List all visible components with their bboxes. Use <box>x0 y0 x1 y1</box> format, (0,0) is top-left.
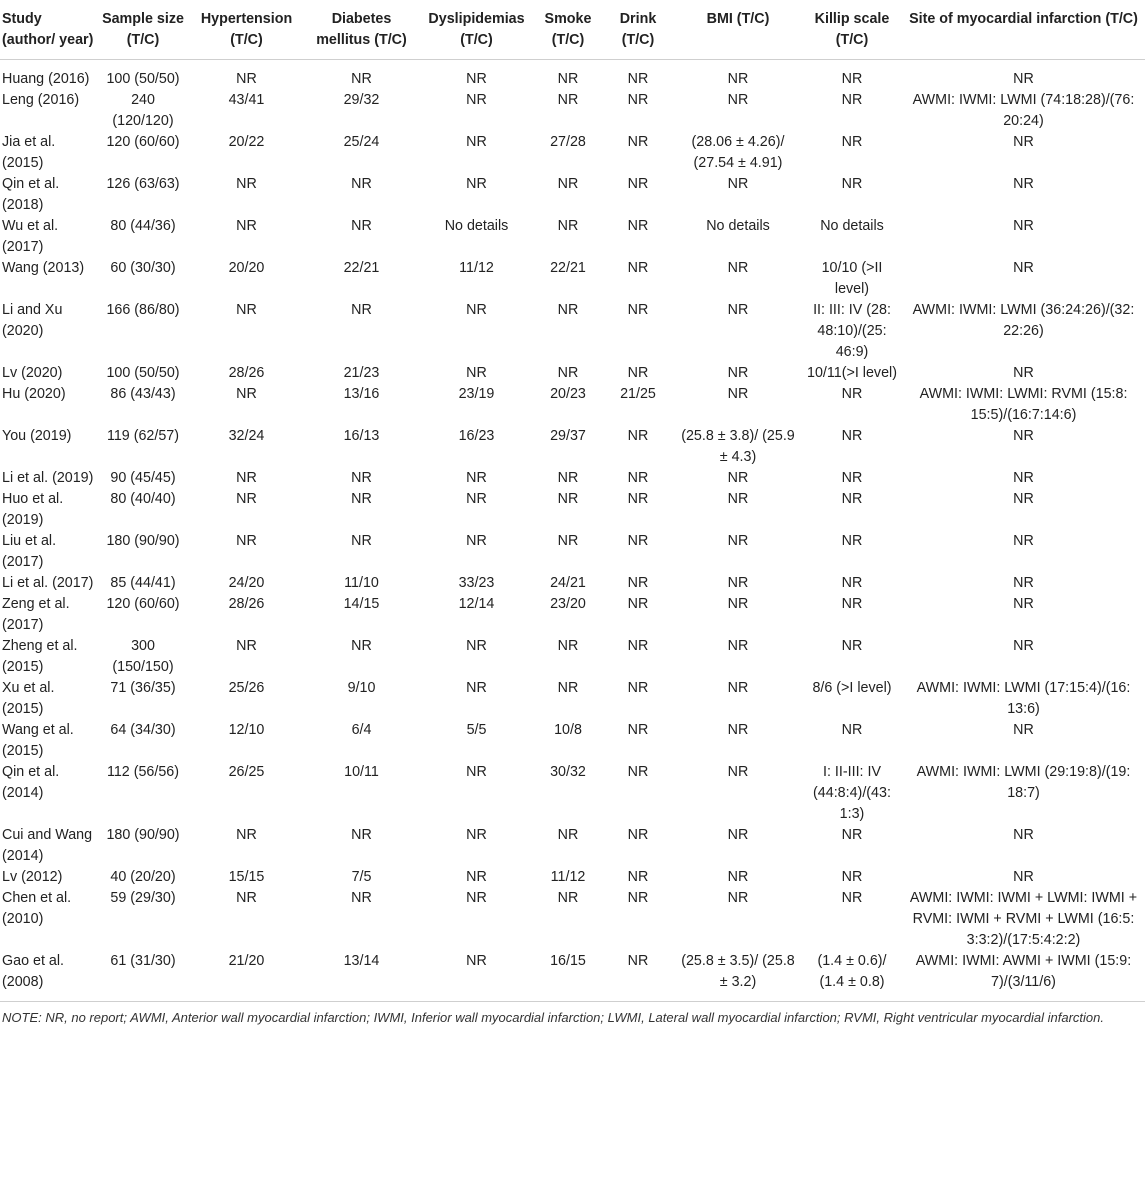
cell-study: Jia et al. (2015) <box>2 134 56 171</box>
cell-smoke: NR <box>557 638 579 654</box>
column-header-bmi: BMI (T/C) <box>674 0 802 60</box>
cell-bmi: (25.8 ± 3.5)/ (25.8 ± 3.2) <box>681 953 795 990</box>
cell-drink: NR <box>627 470 649 486</box>
cell-sample-size: 85 (44/41) <box>110 575 176 591</box>
cell-hypertension: 28/26 <box>228 365 265 381</box>
cell-dyslipidemias: NR <box>466 638 487 654</box>
cell-diabetes: NR <box>351 176 372 192</box>
cell-infarction-site: AWMI: IWMI: LWMI (17:15:4)/(16: 13:6) <box>916 680 1131 717</box>
cell-study: Xu et al. (2015) <box>2 680 55 717</box>
table-body <box>0 60 1145 1002</box>
cell-smoke: NR <box>557 92 579 108</box>
cell-killip: NR <box>841 386 863 402</box>
cell-infarction-site: NR <box>1013 134 1034 150</box>
cell-sample-size: 240 (120/120) <box>112 92 174 129</box>
cell-drink: NR <box>627 365 649 381</box>
cell-drink: NR <box>627 491 649 507</box>
cell-sample-size: 59 (29/30) <box>110 890 176 906</box>
table-row <box>0 426 1145 468</box>
cell-study: Li et al. (2019) <box>2 470 94 486</box>
cell-drink: NR <box>627 680 649 696</box>
cell-drink: 21/25 <box>620 386 656 402</box>
cell-killip: NR <box>841 869 863 885</box>
cell-study: Zeng et al. (2017) <box>2 596 70 633</box>
cell-bmi: NR <box>727 764 749 780</box>
cell-smoke: NR <box>557 302 579 318</box>
cell-killip: NR <box>841 890 863 906</box>
cell-dyslipidemias: NR <box>466 176 487 192</box>
cell-hypertension: 28/26 <box>228 596 265 612</box>
cell-sample-size: 80 (40/40) <box>110 491 176 507</box>
cell-bmi: NR <box>727 596 749 612</box>
cell-study: Li et al. (2017) <box>2 575 94 591</box>
cell-bmi: NR <box>727 575 749 591</box>
cell-infarction-site: NR <box>1013 869 1034 885</box>
cell-bmi: NR <box>727 533 749 549</box>
cell-killip: (1.4 ± 0.6)/ (1.4 ± 0.8) <box>817 953 887 990</box>
header-row <box>0 0 1145 60</box>
cell-smoke: NR <box>557 218 579 234</box>
cell-sample-size: 60 (30/30) <box>110 260 176 276</box>
cell-sample-size: 86 (43/43) <box>110 386 176 402</box>
cell-diabetes: 13/14 <box>343 953 380 969</box>
cell-killip: NR <box>841 596 863 612</box>
cell-bmi: NR <box>727 491 749 507</box>
table-row <box>0 951 1145 1001</box>
cell-sample-size: 120 (60/60) <box>106 134 180 150</box>
cell-study: Chen et al. (2010) <box>2 890 72 927</box>
column-header-sample-size: Sample size (T/C) <box>97 0 189 60</box>
cell-sample-size: 126 (63/63) <box>106 176 180 192</box>
cell-diabetes: 14/15 <box>343 596 380 612</box>
cell-sample-size: 166 (86/80) <box>106 302 180 318</box>
cell-drink: NR <box>627 71 649 87</box>
cell-drink: NR <box>627 953 649 969</box>
cell-bmi: NR <box>727 92 749 108</box>
cell-bmi: NR <box>727 722 749 738</box>
cell-drink: NR <box>627 533 649 549</box>
cell-dyslipidemias: 33/23 <box>458 575 495 591</box>
cell-diabetes: NR <box>351 890 372 906</box>
cell-hypertension: 43/41 <box>228 92 265 108</box>
cell-bmi: NR <box>727 890 749 906</box>
cell-smoke: 20/23 <box>550 386 586 402</box>
table-row <box>0 762 1145 825</box>
cell-killip: NR <box>841 533 863 549</box>
cell-hypertension: NR <box>236 491 257 507</box>
cell-sample-size: 120 (60/60) <box>106 596 180 612</box>
cell-dyslipidemias: NR <box>466 827 487 843</box>
cell-smoke: 22/21 <box>550 260 586 276</box>
table-row <box>0 132 1145 174</box>
cell-bmi: NR <box>727 386 749 402</box>
cell-bmi: NR <box>727 71 749 87</box>
cell-diabetes: 29/32 <box>343 92 380 108</box>
cell-hypertension: NR <box>236 890 257 906</box>
cell-study: Liu et al. (2017) <box>2 533 57 570</box>
cell-hypertension: NR <box>236 638 257 654</box>
cell-hypertension: 15/15 <box>228 869 265 885</box>
cell-bmi: No details <box>706 218 770 234</box>
cell-infarction-site: NR <box>1013 71 1034 87</box>
cell-killip: NR <box>841 491 863 507</box>
cell-killip: NR <box>841 134 863 150</box>
cell-killip: NR <box>841 92 863 108</box>
table-row <box>0 888 1145 951</box>
cell-killip: NR <box>841 827 863 843</box>
cell-sample-size: 119 (62/57) <box>106 428 180 444</box>
cell-dyslipidemias: 16/23 <box>458 428 495 444</box>
cell-sample-size: 40 (20/20) <box>110 869 176 885</box>
cell-diabetes: 11/10 <box>344 575 379 591</box>
cell-bmi: NR <box>727 365 749 381</box>
cell-dyslipidemias: NR <box>466 869 487 885</box>
cell-bmi: NR <box>727 260 749 276</box>
cell-smoke: NR <box>557 680 579 696</box>
cell-dyslipidemias: 12/14 <box>458 596 495 612</box>
cell-drink: NR <box>627 575 649 591</box>
cell-smoke: 11/12 <box>550 869 586 885</box>
cell-bmi: NR <box>727 302 749 318</box>
cell-sample-size: 300 (150/150) <box>112 638 174 675</box>
cell-drink: NR <box>627 176 649 192</box>
cell-infarction-site: NR <box>1013 365 1034 381</box>
cell-drink: NR <box>627 827 649 843</box>
cell-drink: NR <box>627 869 649 885</box>
cell-drink: NR <box>627 638 649 654</box>
cell-infarction-site: AWMI: IWMI: IWMI + LWMI: IWMI + RVMI: IWMI + RVMI + LWMI (16:5: 3:3:2)/(17:5:4:2:2) <box>909 890 1138 948</box>
column-header-diabetes: Diabetes mellitus (T/C) <box>304 0 419 60</box>
cell-infarction-site: NR <box>1013 596 1034 612</box>
cell-study: Gao et al. (2008) <box>2 953 64 990</box>
cell-infarction-site: AWMI: IWMI: LWMI (74:18:28)/(76: 20:24) <box>912 92 1135 129</box>
cell-dyslipidemias: NR <box>466 134 487 150</box>
cell-bmi: NR <box>727 827 749 843</box>
column-header-dyslipidemias: Dyslipidemias (T/C) <box>419 0 534 60</box>
cell-hypertension: NR <box>236 533 257 549</box>
cell-smoke: NR <box>557 533 579 549</box>
cell-smoke: 16/15 <box>550 953 586 969</box>
cell-infarction-site: NR <box>1013 533 1034 549</box>
cell-infarction-site: AWMI: IWMI: LWMI (36:24:26)/(32: 22:26) <box>912 302 1135 339</box>
cell-dyslipidemias: 5/5 <box>466 722 487 738</box>
cell-hypertension: NR <box>236 176 257 192</box>
cell-diabetes: NR <box>351 470 372 486</box>
cell-diabetes: 9/10 <box>347 680 376 696</box>
cell-killip: 10/11(>I level) <box>807 365 897 381</box>
cell-diabetes: NR <box>351 533 372 549</box>
cell-drink: NR <box>627 890 649 906</box>
column-header-infarction-site: Site of myocardial infarction (T/C) <box>902 0 1145 60</box>
column-header-hypertension: Hypertension (T/C) <box>189 0 304 60</box>
cell-killip: NR <box>841 71 863 87</box>
cell-diabetes: 7/5 <box>351 869 372 885</box>
cell-sample-size: 100 (50/50) <box>106 365 180 381</box>
cell-bmi: NR <box>727 869 749 885</box>
cell-study: Cui and Wang (2014) <box>2 827 93 864</box>
cell-dyslipidemias: NR <box>466 533 487 549</box>
cell-diabetes: NR <box>351 827 372 843</box>
table-row <box>0 60 1145 91</box>
cell-drink: NR <box>627 596 649 612</box>
cell-dyslipidemias: NR <box>466 470 487 486</box>
cell-killip: I: II-III: IV (44:8:4)/(43: 1:3) <box>813 764 891 822</box>
cell-smoke: NR <box>557 827 579 843</box>
cell-dyslipidemias: NR <box>466 365 487 381</box>
table-row <box>0 174 1145 216</box>
table-row <box>0 636 1145 678</box>
cell-diabetes: 22/21 <box>343 260 380 276</box>
cell-smoke: 24/21 <box>550 575 586 591</box>
cell-killip: NR <box>841 638 863 654</box>
cell-drink: NR <box>627 428 649 444</box>
table-row <box>0 573 1145 594</box>
column-header-study: Study (author/ year) <box>0 0 97 60</box>
cell-diabetes: 6/4 <box>351 722 372 738</box>
cell-drink: NR <box>627 764 649 780</box>
cell-infarction-site: NR <box>1013 722 1034 738</box>
cell-smoke: 10/8 <box>554 722 582 738</box>
table-header <box>0 0 1145 60</box>
cell-killip: 8/6 (>I level) <box>812 680 892 696</box>
cell-drink: NR <box>627 134 649 150</box>
cell-killip: NR <box>841 575 863 591</box>
cell-bmi: NR <box>727 470 749 486</box>
cell-study: Hu (2020) <box>2 386 66 402</box>
cell-killip: II: III: IV (28: 48:10)/(25: 46:9) <box>813 302 891 360</box>
cell-smoke: 29/37 <box>550 428 586 444</box>
cell-sample-size: 180 (90/90) <box>106 827 180 843</box>
cell-study: Li and Xu (2020) <box>2 302 63 339</box>
cell-bmi: (25.8 ± 3.8)/ (25.9 ± 4.3) <box>681 428 795 465</box>
cell-infarction-site: AWMI: IWMI: LWMI: RVMI (15:8: 15:5)/(16:7:14:6) <box>919 386 1128 423</box>
cell-infarction-site: NR <box>1013 260 1034 276</box>
cell-study: Lv (2020) <box>2 365 63 381</box>
cell-hypertension: 32/24 <box>228 428 265 444</box>
cell-smoke: NR <box>557 176 579 192</box>
cell-study: Qin et al. (2018) <box>2 176 60 213</box>
column-header-killip: Killip scale (T/C) <box>802 0 902 60</box>
table-row <box>0 258 1145 300</box>
cell-killip: NR <box>841 722 863 738</box>
cell-smoke: NR <box>557 470 579 486</box>
cell-drink: NR <box>627 260 649 276</box>
column-header-drink: Drink (T/C) <box>602 0 674 60</box>
cell-bmi: NR <box>727 638 749 654</box>
cell-sample-size: 80 (44/36) <box>110 218 176 234</box>
cell-drink: NR <box>627 722 649 738</box>
cell-study: Zheng et al. (2015) <box>2 638 78 675</box>
cell-diabetes: 10/11 <box>344 764 379 780</box>
cell-hypertension: NR <box>236 302 257 318</box>
cell-study: Wang (2013) <box>2 260 85 276</box>
cell-infarction-site: AWMI: IWMI: LWMI (29:19:8)/(19: 18:7) <box>916 764 1131 801</box>
cell-hypertension: NR <box>236 827 257 843</box>
table-row <box>0 678 1145 720</box>
cell-smoke: 27/28 <box>550 134 586 150</box>
cell-dyslipidemias: NR <box>466 680 487 696</box>
table-row <box>0 531 1145 573</box>
cell-sample-size: 64 (34/30) <box>110 722 176 738</box>
cell-killip: No details <box>820 218 884 234</box>
table-row <box>0 300 1145 363</box>
cell-study: Lv (2012) <box>2 869 63 885</box>
cell-dyslipidemias: 23/19 <box>458 386 495 402</box>
cell-infarction-site: NR <box>1013 491 1034 507</box>
cell-sample-size: 90 (45/45) <box>110 470 176 486</box>
cell-infarction-site: NR <box>1013 428 1034 444</box>
table-row <box>0 90 1145 132</box>
cell-dyslipidemias: NR <box>466 890 487 906</box>
cell-smoke: NR <box>557 71 579 87</box>
cell-sample-size: 112 (56/56) <box>106 764 180 780</box>
cell-hypertension: NR <box>236 218 257 234</box>
cell-sample-size: 71 (36/35) <box>110 680 176 696</box>
table-row <box>0 216 1145 258</box>
cell-infarction-site: NR <box>1013 218 1034 234</box>
cell-diabetes: 16/13 <box>343 428 380 444</box>
table-row <box>0 594 1145 636</box>
cell-sample-size: 100 (50/50) <box>106 71 180 87</box>
cell-diabetes: 13/16 <box>343 386 380 402</box>
table-footnote: NOTE: NR, no report; AWMI, Anterior wall myocardial infarction; IWMI, Inferior wall myocardial infarction; LWMI, Lateral wall myocardial infarction; RVMI, Right ventricular myocardial infarction. <box>2 1010 1104 1025</box>
cell-diabetes: NR <box>351 638 372 654</box>
cell-dyslipidemias: NR <box>466 491 487 507</box>
cell-diabetes: 25/24 <box>343 134 380 150</box>
cell-bmi: NR <box>727 680 749 696</box>
table-row <box>0 720 1145 762</box>
cell-dyslipidemias: NR <box>466 764 487 780</box>
cell-infarction-site: NR <box>1013 638 1034 654</box>
cell-killip: NR <box>841 470 863 486</box>
cell-killip: 10/10 (>II level) <box>821 260 883 297</box>
table-row <box>0 825 1145 867</box>
cell-study: Huang (2016) <box>2 71 90 87</box>
cell-smoke: 30/32 <box>550 764 586 780</box>
cell-infarction-site: AWMI: IWMI: AWMI + IWMI (15:9: 7)/(3/11/6) <box>915 953 1132 990</box>
cell-drink: NR <box>627 302 649 318</box>
cell-smoke: NR <box>557 890 579 906</box>
cell-diabetes: NR <box>351 71 372 87</box>
cell-drink: NR <box>627 218 649 234</box>
cell-hypertension: 12/10 <box>228 722 265 738</box>
cell-infarction-site: NR <box>1013 176 1034 192</box>
cell-study: You (2019) <box>2 428 72 444</box>
cell-hypertension: 26/25 <box>228 764 265 780</box>
cell-diabetes: 21/23 <box>343 365 380 381</box>
table-row <box>0 363 1145 384</box>
cell-bmi: (28.06 ± 4.26)/ (27.54 ± 4.91) <box>691 134 785 171</box>
column-header-smoke: Smoke (T/C) <box>534 0 602 60</box>
cell-sample-size: 180 (90/90) <box>106 533 180 549</box>
cell-smoke: 23/20 <box>550 596 586 612</box>
cell-hypertension: 20/20 <box>228 260 265 276</box>
cell-diabetes: NR <box>351 218 372 234</box>
table-row <box>0 384 1145 426</box>
cell-dyslipidemias: No details <box>444 218 509 234</box>
cell-diabetes: NR <box>351 302 372 318</box>
cell-hypertension: 25/26 <box>228 680 265 696</box>
cell-smoke: NR <box>557 365 579 381</box>
cell-hypertension: 21/20 <box>228 953 265 969</box>
cell-study: Leng (2016) <box>2 92 80 108</box>
cell-dyslipidemias: NR <box>466 953 487 969</box>
cell-killip: NR <box>841 176 863 192</box>
cell-dyslipidemias: NR <box>466 71 487 87</box>
table-row <box>0 489 1145 531</box>
cell-hypertension: 20/22 <box>228 134 265 150</box>
cell-infarction-site: NR <box>1013 470 1034 486</box>
cell-hypertension: NR <box>236 470 257 486</box>
cell-smoke: NR <box>557 491 579 507</box>
cell-study: Huo et al. (2019) <box>2 491 64 528</box>
cell-infarction-site: NR <box>1013 575 1034 591</box>
table-row <box>0 867 1145 888</box>
cell-diabetes: NR <box>351 491 372 507</box>
cell-study: Qin et al. (2014) <box>2 764 60 801</box>
cell-hypertension: NR <box>236 71 257 87</box>
cell-bmi: NR <box>727 176 749 192</box>
cell-dyslipidemias: NR <box>466 92 487 108</box>
cell-study: Wang et al. (2015) <box>2 722 74 759</box>
table-row <box>0 468 1145 489</box>
cell-killip: NR <box>841 428 863 444</box>
cell-sample-size: 61 (31/30) <box>110 953 176 969</box>
cell-drink: NR <box>627 92 649 108</box>
cell-hypertension: 24/20 <box>228 575 265 591</box>
cell-dyslipidemias: 11/12 <box>459 260 494 276</box>
cell-infarction-site: NR <box>1013 827 1034 843</box>
cell-dyslipidemias: NR <box>466 302 487 318</box>
cell-hypertension: NR <box>236 386 257 402</box>
cell-study: Wu et al. (2017) <box>2 218 59 255</box>
